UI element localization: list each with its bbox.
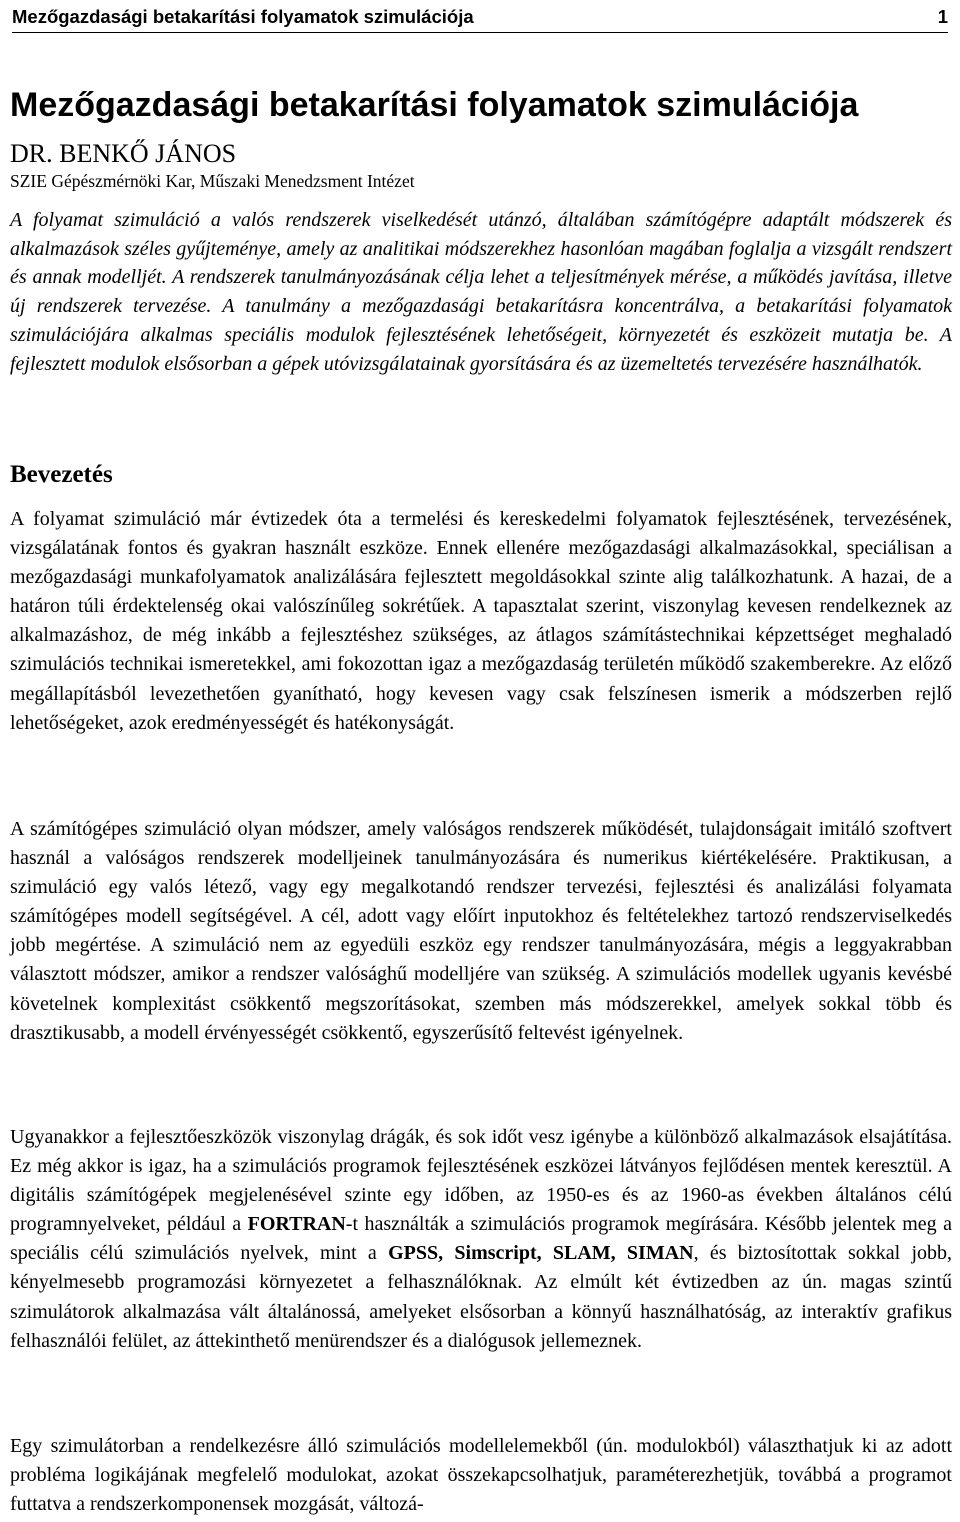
page-number: 1 — [937, 6, 948, 27]
body-paragraph-1: A folyamat szimuláció már évtizedek óta a termelési és kereskedelmi folyamatok fejlesztésének, tervezésének, vizsgálatának fontos és gyakran használt eszköze. Ennek ellenére mezőgazdasági alkalmazásokkal, speciálisan a mezőgazdasági munkafolyamatok analizálására fejlesztett megoldásokkal szinte alig találkozhatunk. A hazai, de a határon túli érdektelenség okai valószínűleg sokrétűek. A tapasztalat szerint, viszonylag kevesen rendelkeznek az alkalmazáshoz, de még inkább a fejlesztéshez szükséges, az átlagos számítástechnikai képzettséget meghaladó szimulációs technikai ismeretekkel, ami fokozottan igaz a mezőgazdaság területén működő szakemberekre. Az előző megállapításból levezethetően gyanítható, hogy kevesen vagy csak felszínesen ismerik a módszerben rejlő lehetőségeket, azok eredményességét és hatékonyságát. — [10, 508, 952, 734]
simulation-languages-term: GPSS, Simscript, SLAM, SIMAN — [388, 1242, 694, 1265]
running-title: Mezőgazdasági betakarítási folyamatok szimulációja — [12, 6, 474, 27]
document-title: Mezőgazdasági betakarítási folyamatok szimulációja — [10, 86, 859, 124]
paragraph-text: Ugyanakkor a fejlesztőeszközök viszonylag drágák, és sok időt vesz igénybe a különböző alkalmazások elsajátítása. Ez még akkor is igaz, ha a szimulációs programok fejlesztésének eszközei látványos fejlődésen mentek keresztül. A digitális számítógépek megjelenésével szinte egy időben, az 1950-es és az 1960-as években általános célú programnyelveket, például a — [10, 1126, 952, 1236]
body-paragraph-4: Egy szimulátorban a rendelkezésre álló szimulációs modellelemekből (ún. modulokból) választhatjuk ki az adott probléma logikájának megfelelő modulokat, azokat összekapcsolhatjuk, paraméterezhetjük, továbbá a programot futtatva a rendszerkomponensek mozgását, változá- — [10, 1435, 952, 1516]
body-paragraph-3 — [10, 1123, 952, 1356]
running-header — [12, 2, 948, 33]
paragraph-text: , és biztosítottak sokkal jobb, kényelmesebb programozási környezetet a felhasználóknak. Az elmúlt két évtizedben az ún. magas szintű szimulátorok alkalmazása vált általánossá, amelyeket elsősorban a könnyű használhatóság, az interaktív grafikus felhasználói felület, az áttekinthető menürendszer és a dialógusok jellemeznek. — [10, 1242, 953, 1352]
body-paragraph-2: A számítógépes szimuláció olyan módszer, amely valóságos rendszerek működését, tulajdonságait imitáló szoftvert használ a valóságos rendszerek modelljeinek tanulmányozására és numerikus kiértékelésére. Praktikusan, a szimuláció egy valós létező, vagy egy megalkotandó rendszer tervezési, fejlesztési és analizálási folyamata számítógépes modell segítségével. A cél, adott vagy előírt inputokhoz és feltételekhez tartozó rendszerviselkedés jobb megértése. A szimuláció nem az egyedüli eszköz egy rendszer tanulmányozására, mégis a leggyakrabban választott módszer, amikor a rendszer valósághű modelljére van szükség. A szimulációs modellek ugyanis kevésbé követelnek komplexitást csökkentő megszorításokat, szemben más módszerekkel, amelyek sokkal több és drasztikusabb, a modell érvényességét csökkentő, egyszerűsítő feltevést igényelnek. — [10, 818, 952, 1044]
paragraph-text: -t használták a szimulációs programok megírására. Később jelentek meg a speciális célú szimulációs nyelvek, mint a — [10, 1213, 952, 1265]
fortran-term: FORTRAN — [247, 1213, 346, 1236]
author-name: DR. BENKŐ JÁNOS — [10, 139, 237, 168]
section-heading-bevezetes: Bevezetés — [10, 461, 113, 488]
abstract: A folyamat szimuláció a valós rendszerek viselkedését utánzó, általában számítógépre adaptált módszerek és alkalmazások széles gyűjteménye, amely az analitikai módszerekhez hasonlóan magában foglalja a vizsgált rendszert és annak modelljét. A rendszerek tanulmányozásának célja lehet a teljesítmények mérése, a működés javítása, illetve új rendszerek tervezése. A tanulmány a mezőgazdasági betakarításra koncentrálva, a betakarítási folyamatok szimulációjára alkalmas speciális modulok fejlesztésének lehetőségeit, környezetét és eszközeit mutatja be. A fejlesztett modulok elsősorban a gépek utóvizsgálatainak gyorsítására és az üzemeltetés tervezésére használhatók. — [10, 209, 952, 375]
author-affiliation: SZIE Gépészmérnöki Kar, Műszaki Menedzsment Intézet — [10, 171, 415, 191]
